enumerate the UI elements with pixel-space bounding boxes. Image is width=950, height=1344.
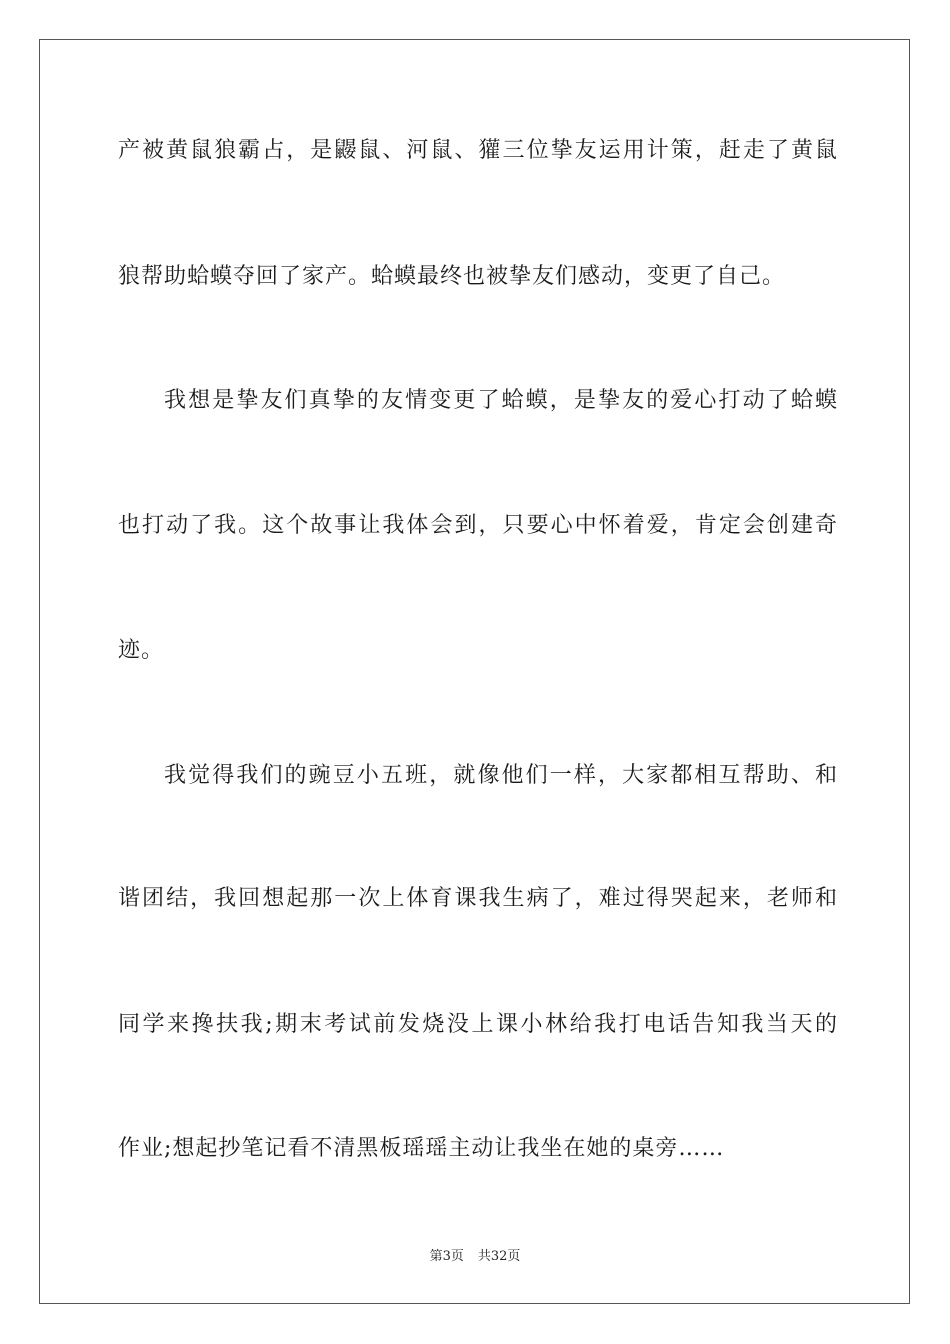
paragraph-first-line: 我觉得我们的豌豆小五班，就像他们一样，大家都相互帮助、和 bbox=[164, 763, 838, 788]
text-line: 同学来搀扶我;期末考试前发烧没上课小林给我打电话告知我当天的 bbox=[118, 1012, 838, 1037]
text-line: 迹。 bbox=[118, 638, 165, 663]
page-frame bbox=[39, 39, 910, 1304]
text-line: 狼帮助蛤蟆夺回了家产。蛤蟆最终也被挚友们感动，变更了自己。 bbox=[118, 264, 786, 289]
text-line: 也打动了我。这个故事让我体会到，只要心中怀着爱，肯定会创建奇 bbox=[118, 513, 838, 538]
paragraph-first-line: 我想是挚友们真挚的友情变更了蛤蟆，是挚友的爱心打动了蛤蟆 bbox=[164, 388, 838, 413]
text-line: 产被黄鼠狼霸占，是鼹鼠、河鼠、獾三位挚友运用计策，赶走了黄鼠 bbox=[118, 138, 838, 163]
text-line: 谐团结，我回想起那一次上体育课我生病了，难过得哭起来，老师和 bbox=[118, 886, 838, 911]
page-footer bbox=[0, 1248, 950, 1266]
text-line: 作业;想起抄笔记看不清黑板瑶瑶主动让我坐在她的桌旁…… bbox=[118, 1136, 725, 1161]
page-total: 共32页 bbox=[477, 1249, 521, 1264]
page-number: 第3页 bbox=[429, 1249, 464, 1264]
